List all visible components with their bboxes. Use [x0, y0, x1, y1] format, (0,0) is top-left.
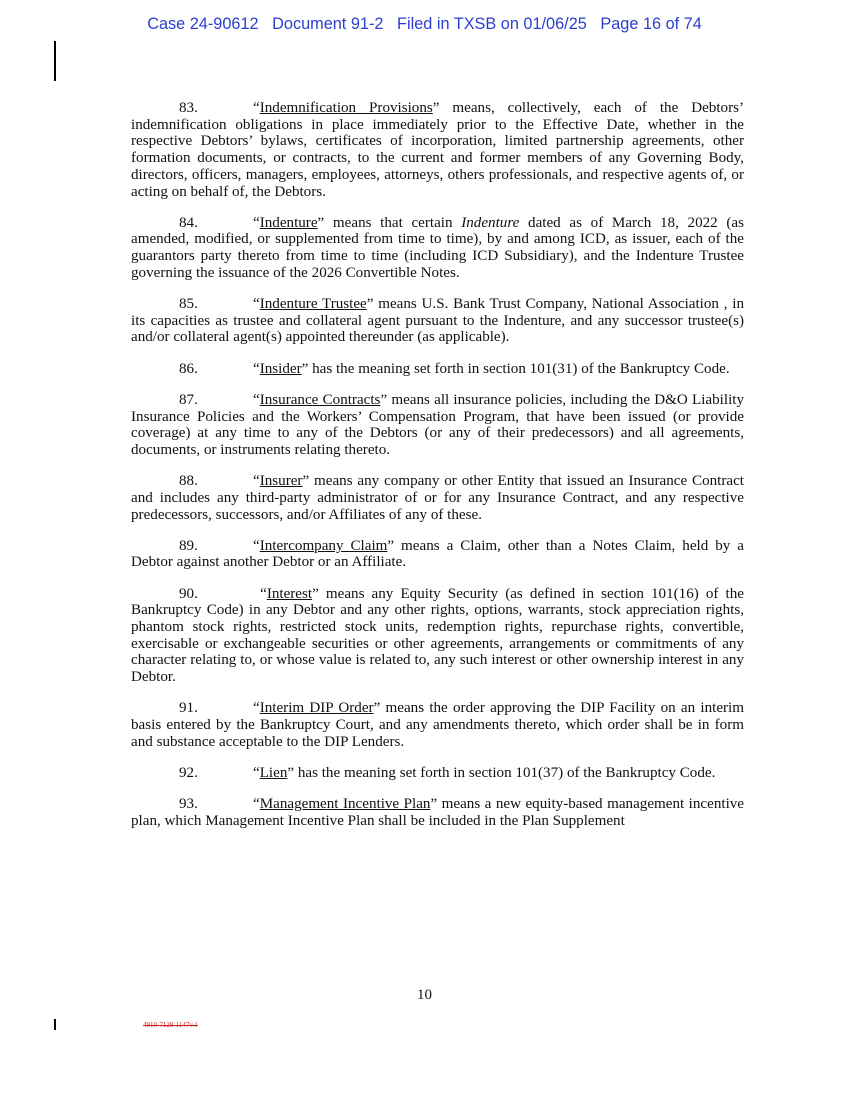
- paragraph-number: 83.: [179, 100, 198, 116]
- definition-83: 83. “Indemnification Provisions” means, collectively, each of the Debtors’ indemnification obligations in place immediately prior to the Effective Date, whether in the respective Debtors’ bylaws, certificates of incorporation, limited partnership agreements, other formation documents, or contracts, to the current and former members of any Governing Body, directors, officers, managers, employees, attorneys, others professionals, and respective agents of, or acting on behalf of, the Debtors.: [131, 100, 745, 200]
- definition-87: 87. “Insurance Contracts” means all insurance policies, including the D&O Liability Insurance Policies and the Workers’ Compensation Program, that have been issued (or provide coverage) at any time to any of the Debtors (or any of their predecessors) and all agreements, documents, or instruments relating thereto.: [131, 391, 744, 458]
- definition-86: 86. “Insider” has the meaning set forth in section 101(31) of the Bankruptcy Code.: [179, 360, 730, 377]
- case-number: Case 24-90612: [147, 15, 259, 33]
- document-number: Document 91-2: [272, 15, 384, 33]
- defined-term: Insurance Contracts: [259, 391, 381, 408]
- change-bar-bottom: [54, 1019, 56, 1030]
- defined-term: Interim DIP Order: [259, 700, 374, 717]
- definition-89: 89. “Intercompany Claim” means a Claim, other than a Notes Claim, held by a Debtor against another Debtor or an Affiliate.: [131, 537, 744, 571]
- paragraph-number: 86.: [179, 360, 198, 377]
- definition-91: 91. “Interim DIP Order” means the order approving the DIP Facility on an interim basis entered by the Bankruptcy Court, and any amendments thereto, which order shall be in form and substance acceptable to the DIP Lenders.: [131, 700, 744, 750]
- page-number: 10: [417, 987, 432, 1003]
- defined-term: Interest: [266, 585, 313, 602]
- defined-term: Indenture: [259, 214, 318, 231]
- defined-term: Intercompany Claim: [259, 537, 388, 554]
- paragraph-number: 90.: [179, 585, 198, 602]
- defined-term: Insider: [259, 360, 302, 377]
- definition-92: 92. “Lien” has the meaning set forth in section 101(37) of the Bankruptcy Code.: [179, 765, 716, 781]
- defined-term: Indenture Trustee: [259, 296, 367, 313]
- paragraph-number: 92.: [179, 765, 198, 781]
- document-body: [131, 100, 744, 844]
- document-id-stamp: 4910-7129-1147v.1: [143, 1021, 198, 1029]
- italic-title: Indenture: [461, 214, 520, 231]
- paragraph-number: 84.: [179, 214, 198, 231]
- paragraph-number: 91.: [179, 700, 198, 717]
- paragraph-number: 87.: [179, 391, 198, 408]
- change-bar-top: [54, 41, 56, 81]
- definition-93: 93. “Management Incentive Plan” means a new equity-based management incentive plan, which Management Incentive Plan shall be included in the Plan Supplement: [131, 796, 745, 829]
- defined-term: Management Incentive Plan: [259, 796, 431, 813]
- page-info: Page 16 of 74: [600, 15, 702, 33]
- definition-90: 90. “Interest” means any Equity Security (as defined in section 101(16) of the Bankruptcy Code) in any Debtor and any other rights, options, warrants, stock appreciation rights, phantom stock rights, restricted stock units, redemption rights, repurchase rights, convertible, exercisable or exchangeable securities or other agreements, arrangements or commitments of any character relating to, or whose value is related to, any such interest or other ownership interest in any Debtor.: [131, 585, 744, 686]
- defined-term: Insurer: [259, 473, 303, 490]
- definition-84: 84. “Indenture” means that certain Indenture dated as of March 18, 2022 (as amended, modified, or supplemented from time to time), by and among ICD, as issuer, each of the guarantors party thereto from time to time (including ICD Subsidiary), and the Indenture Trustee governing the issuance of the 2026 Convertible Notes.: [131, 214, 745, 281]
- defined-term: Indemnification Provisions: [259, 100, 433, 116]
- filed-info: Filed in TXSB on 01/06/25: [397, 15, 587, 33]
- definition-85: 85. “Indenture Trustee” means U.S. Bank Trust Company, National Association , in its capacities as trustee and collateral agent pursuant to the Indenture, and any successor trustee(s) and/or collateral agent(s) appointed thereunder (as applicable).: [131, 296, 744, 346]
- paragraph-number: 93.: [179, 796, 198, 813]
- paragraph-number: 85.: [179, 296, 198, 313]
- definition-88: 88. “Insurer” means any company or other Entity that issued an Insurance Contract and includes any third-party administrator of or for any Insurance Contract, and any respective predecessors, successors, and/or Affiliates of any of these.: [131, 473, 744, 523]
- filing-header: [0, 15, 849, 34]
- defined-term: Lien: [259, 765, 288, 781]
- paragraph-number: 89.: [179, 537, 198, 554]
- paragraph-number: 88.: [179, 473, 198, 490]
